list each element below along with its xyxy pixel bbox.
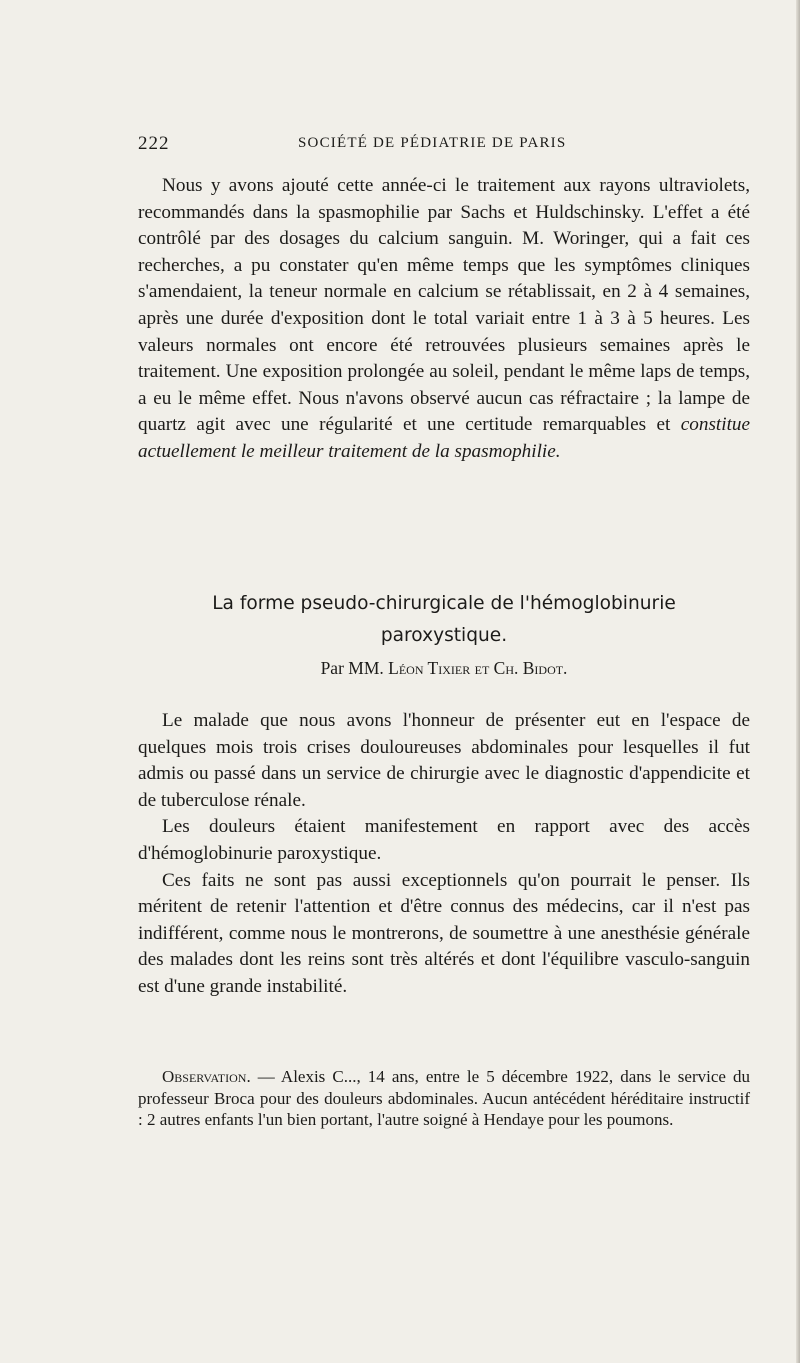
article-title-line-1: La forme pseudo-chirurgicale de l'hémoglobinurie: [212, 593, 676, 614]
observation-text: — Alexis C..., 14 ans, entre le 5 décembre 1922, dans le service du professeur Broca pour des douleurs abdominales. Aucun antécédent héréditaire instructif : 2 autres enfants l'un bien portant, l'autre soigné à Hendaye pour les poumons.: [138, 1067, 751, 1129]
paragraph: [138, 173, 750, 466]
paragraph-italic-closing: constitue actuellement le meilleur traitement de la spasmophilie.: [138, 414, 751, 462]
observation-label: Observation.: [162, 1067, 251, 1086]
page-number: 222: [138, 133, 170, 154]
authors-prefix: Par MM.: [320, 658, 384, 678]
running-head: SOCIÉTÉ DE PÉDIATRIE DE PARIS: [298, 135, 567, 151]
paragraph: Ces faits ne sont pas aussi exceptionnels qu'on pourrait le penser. Ils méritent de retenir l'attention et d'être connus des médecins, car il n'est pas indifférent, comme nous le montrerons, de soumettre à une anesthésie générale des malades dont les reins sont très altérés et dont l'équilibre vasculo-sanguin est d'une grande instabilité.: [138, 869, 750, 997]
paragraph-text: Nous y avons ajouté cette année-ci le traitement aux rayons ultraviolets, recommandés dans la spasmophilie par Sachs et Huldschinsky. L'effet a été contrôlé par des dosages du calcium sanguin. M. Woringer, qui a fait ces recherches, a pu constater qu'en même temps que les symptômes cliniques s'amendaient, la teneur normale en calcium se rétablissait, en 2 à 4 semaines, après une durée d'exposition dont le total variait entre 1 à 3 à 5 heures. Les valeurs normales ont encore été retrouvées plusieurs semaines après le traitement. Une exposition prolongée au soleil, pendant le même laps de temps, a eu le même effet. Nous n'avons observé aucun cas réfractaire ; la lampe de quartz agit avec une régularité et une certitude remarquables et: [138, 175, 750, 436]
article-title: [138, 588, 750, 652]
page-edge-shadow: [796, 0, 800, 1363]
article-body: [138, 708, 750, 1001]
observation-section: [138, 1066, 750, 1131]
page-header: [138, 133, 750, 157]
article-title-line-2: paroxystique.: [380, 625, 508, 646]
observation-paragraph: [138, 1066, 750, 1131]
paragraph: Les douleurs étaient manifestement en rapport avec des accès d'hémoglobinurie paroxystique.: [138, 816, 750, 864]
authors-names: Léon Tixier et Ch. Bidot.: [388, 658, 568, 678]
article-authors: [138, 656, 750, 680]
previous-article-conclusion: [138, 173, 750, 466]
paragraph: Le malade que nous avons l'honneur de présenter eut en l'espace de quelques mois trois crises douloureuses abdominales pour lesquelles il fut admis ou passé dans un service de chirurgie avec le diagnostic d'appendicite et de tuberculose rénale.: [138, 710, 750, 811]
